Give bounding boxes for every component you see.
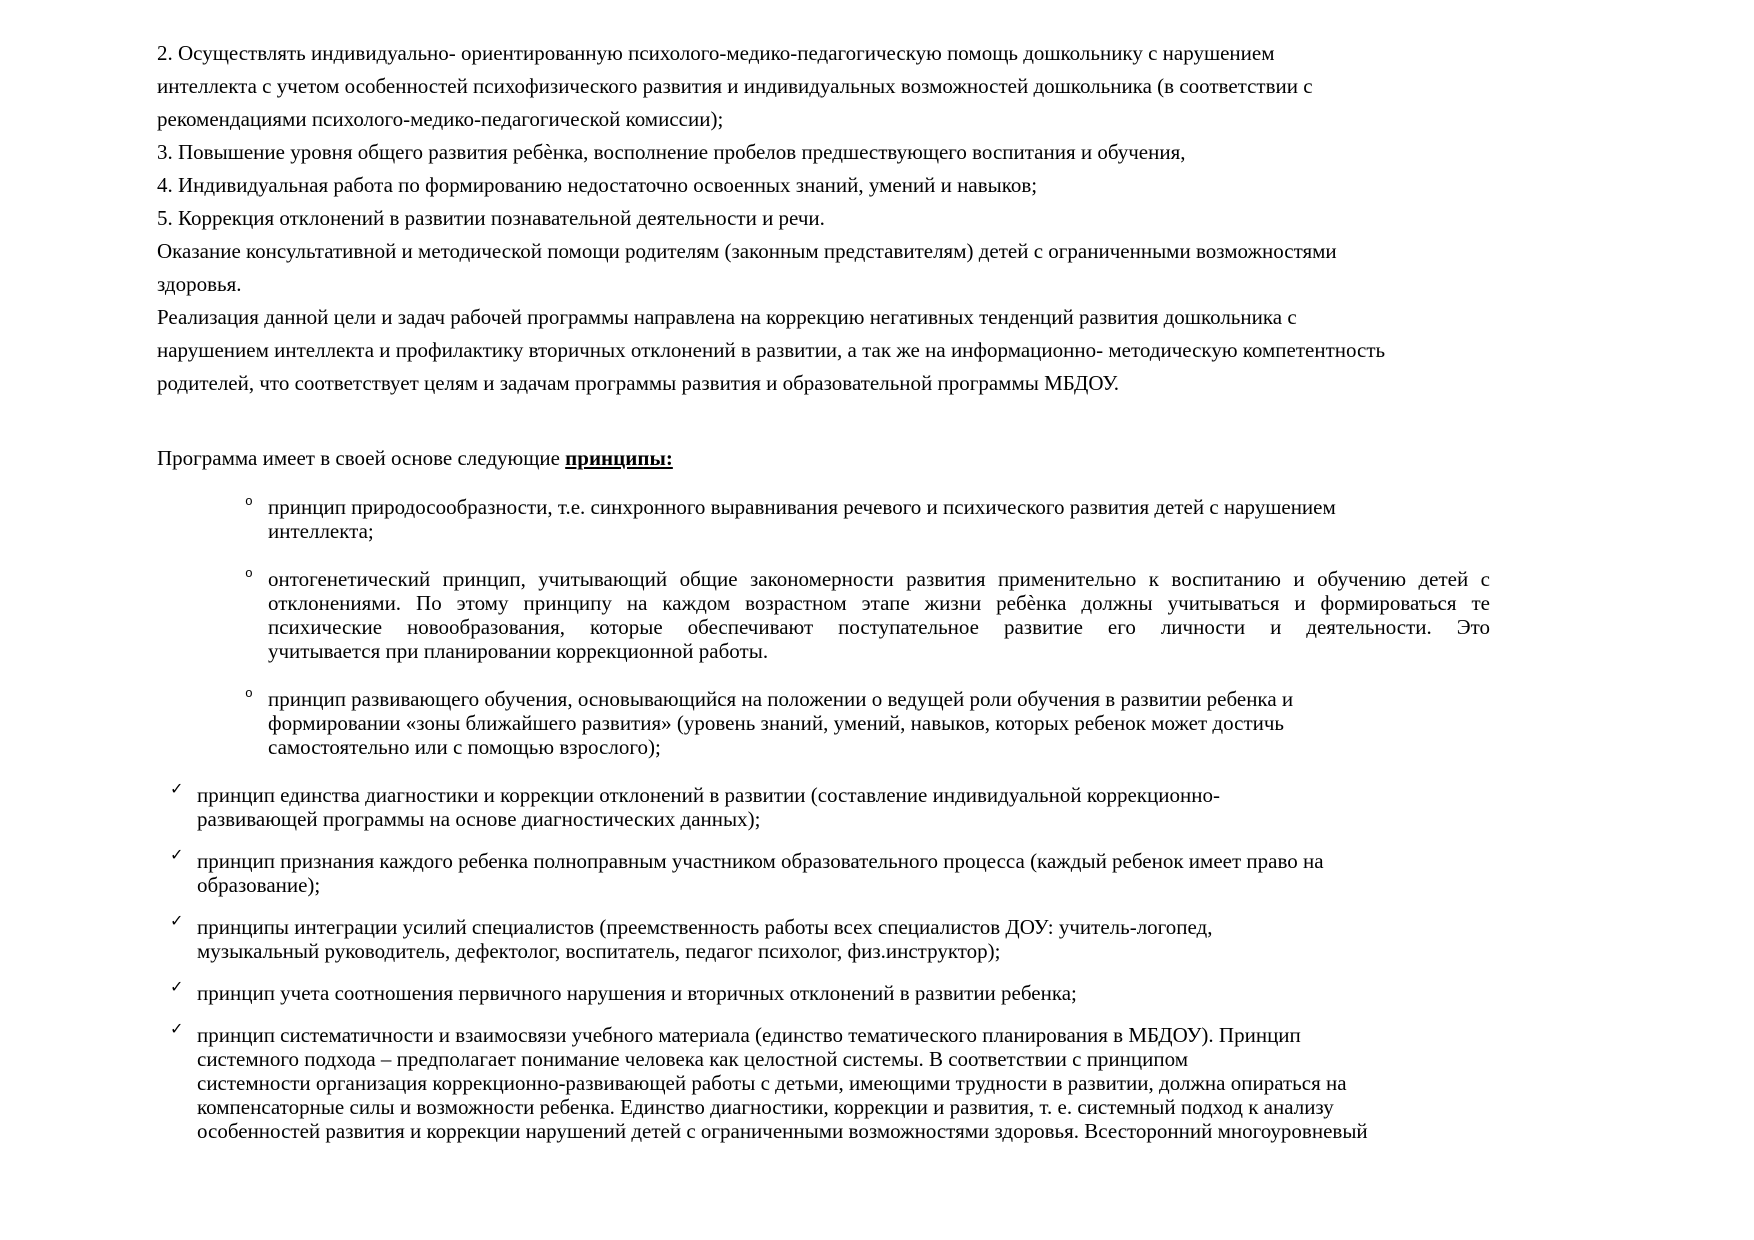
- text-line: отклонениями. По этому принципу на каждом возрастном этапе жизни ребѐнка должны учитываться и формироваться те: [268, 591, 1490, 615]
- text-line: образование);: [197, 873, 321, 897]
- text-line: принцип природосообразности, т.е. синхронного выравнивания речевого и психического развития детей с нарушением: [268, 495, 1336, 519]
- checkmark-icon: ✓: [170, 781, 184, 798]
- principle-child-full-participant: [157, 849, 1490, 897]
- list-spacer: [157, 475, 1490, 495]
- text-line: особенностей развития и коррекции нарушений детей с ограниченными возможностями здоровья. Всесторонний многоуровневый: [197, 1119, 1368, 1143]
- principle-primary-secondary-deviations: [157, 981, 1490, 1005]
- principle-diagnostics-correction-unity: [157, 783, 1490, 831]
- tasks-and-goals-paragraph: [157, 37, 1490, 400]
- text-line: 2. Осуществлять индивидуально- ориентированную психолого-медико-педагогическую помощь дошкольнику с нарушением: [157, 41, 1275, 65]
- text-line: онтогенетический принцип, учитывающий общие закономерности развития применительно к воспитанию и обучению детей с: [268, 567, 1490, 591]
- checkmark-icon: ✓: [170, 1021, 184, 1038]
- text-line: системного подхода – предполагает понимание человека как целостной системы. В соответствии с принципом: [197, 1047, 1189, 1071]
- text-line: нарушением интеллекта и профилактику вторичных отклонений в развитии, а так же на информационно- методическую компетентность: [157, 338, 1386, 362]
- item-text: [197, 849, 1490, 897]
- circle-bullet-icon: o: [245, 494, 253, 509]
- text-line: формировании «зоны ближайшего развития» (уровень знаний, умений, навыков, которых ребенок может достичь: [268, 711, 1284, 735]
- text-line: интеллекта;: [268, 519, 374, 543]
- text-line: принцип учета соотношения первичного нарушения и вторичных отклонений в развитии ребенка;: [197, 981, 1077, 1005]
- heading-emphasis: принципы:: [565, 446, 673, 470]
- text-line: 4. Индивидуальная работа по формированию недостаточно освоенных знаний, умений и навыков;: [157, 173, 1038, 197]
- item-text: [268, 495, 1490, 543]
- principle-developmental-teaching: [157, 687, 1490, 759]
- item-text: [197, 783, 1490, 831]
- principle-specialists-integration: [157, 915, 1490, 963]
- circle-bullet-icon: o: [245, 686, 253, 701]
- principle-systematic-interconnection: [157, 1023, 1490, 1143]
- principle-ontogenetic: [157, 567, 1490, 663]
- heading-text: Программа имеет в своей основе следующие: [157, 446, 566, 470]
- text-line: Реализация данной цели и задач рабочей программы направлена на коррекцию негативных тенденций развития дошкольника с: [157, 305, 1297, 329]
- text-line: рекомендациями психолого-медико-педагогической комиссии);: [157, 107, 724, 131]
- text-line: развивающей программы на основе диагностических данных);: [197, 807, 761, 831]
- checkmark-icon: ✓: [170, 913, 184, 930]
- text-line: принцип развивающего обучения, основывающийся на положении о ведущей роли обучения в развитии ребенка и: [268, 687, 1294, 711]
- text-line: 5. Коррекция отклонений в развитии познавательной деятельности и речи.: [157, 206, 825, 230]
- text-line: принцип единства диагностики и коррекции отклонений в развитии (составление индивидуальной коррекционно-: [197, 783, 1220, 807]
- item-text: [268, 567, 1490, 663]
- text-line: родителей, что соответствует целям и задачам программы развития и образовательной программы МБДОУ.: [157, 371, 1120, 395]
- document-content: [157, 37, 1490, 1161]
- text-line: принцип систематичности и взаимосвязи учебного материала (единство тематического планирования в МБДОУ). Принцип: [197, 1023, 1301, 1047]
- item-text: [197, 981, 1490, 1005]
- circle-bullet-icon: o: [245, 566, 253, 581]
- principle-nature-conformity: [157, 495, 1490, 543]
- text-line: музыкальный руководитель, дефектолог, воспитатель, педагог психолог, физ.инструктор);: [197, 939, 1001, 963]
- text-line: системности организация коррекционно-развивающей работы с детьми, имеющими трудности в развитии, должна опираться на: [197, 1071, 1347, 1095]
- text-line: принципы интеграции усилий специалистов (преемственность работы всех специалистов ДОУ: учитель-логопед,: [197, 915, 1213, 939]
- text-line: интеллекта с учетом особенностей психофизического развития и индивидуальных возможностей дошкольника (в соответствии с: [157, 74, 1313, 98]
- item-text: [268, 687, 1490, 759]
- text-line: принцип признания каждого ребенка полноправным участником образовательного процесса (каждый ребенок имеет право на: [197, 849, 1324, 873]
- checkmark-icon: ✓: [170, 847, 184, 864]
- text-line: компенсаторные силы и возможности ребенка. Единство диагностики, коррекции и развития, т. е. системный подход к анализу: [197, 1095, 1334, 1119]
- text-line: самостоятельно или с помощью взрослого);: [268, 735, 661, 759]
- text-line: учитывается при планировании коррекционной работы.: [268, 639, 769, 663]
- item-text: [197, 1023, 1490, 1143]
- principles-heading: [157, 442, 1490, 475]
- text-line: психические новообразования, которые обеспечивают поступательное развитие его личности и деятельности. Это: [268, 615, 1490, 639]
- text-line: Оказание консультативной и методической помощи родителям (законным представителям) детей с ограниченными возможностями: [157, 239, 1337, 263]
- text-line: 3. Повышение уровня общего развития ребѐнка, восполнение пробелов предшествующего воспитания и обучения,: [157, 140, 1186, 164]
- item-text: [197, 915, 1490, 963]
- checkmark-icon: ✓: [170, 979, 184, 996]
- text-line: здоровья.: [157, 272, 242, 296]
